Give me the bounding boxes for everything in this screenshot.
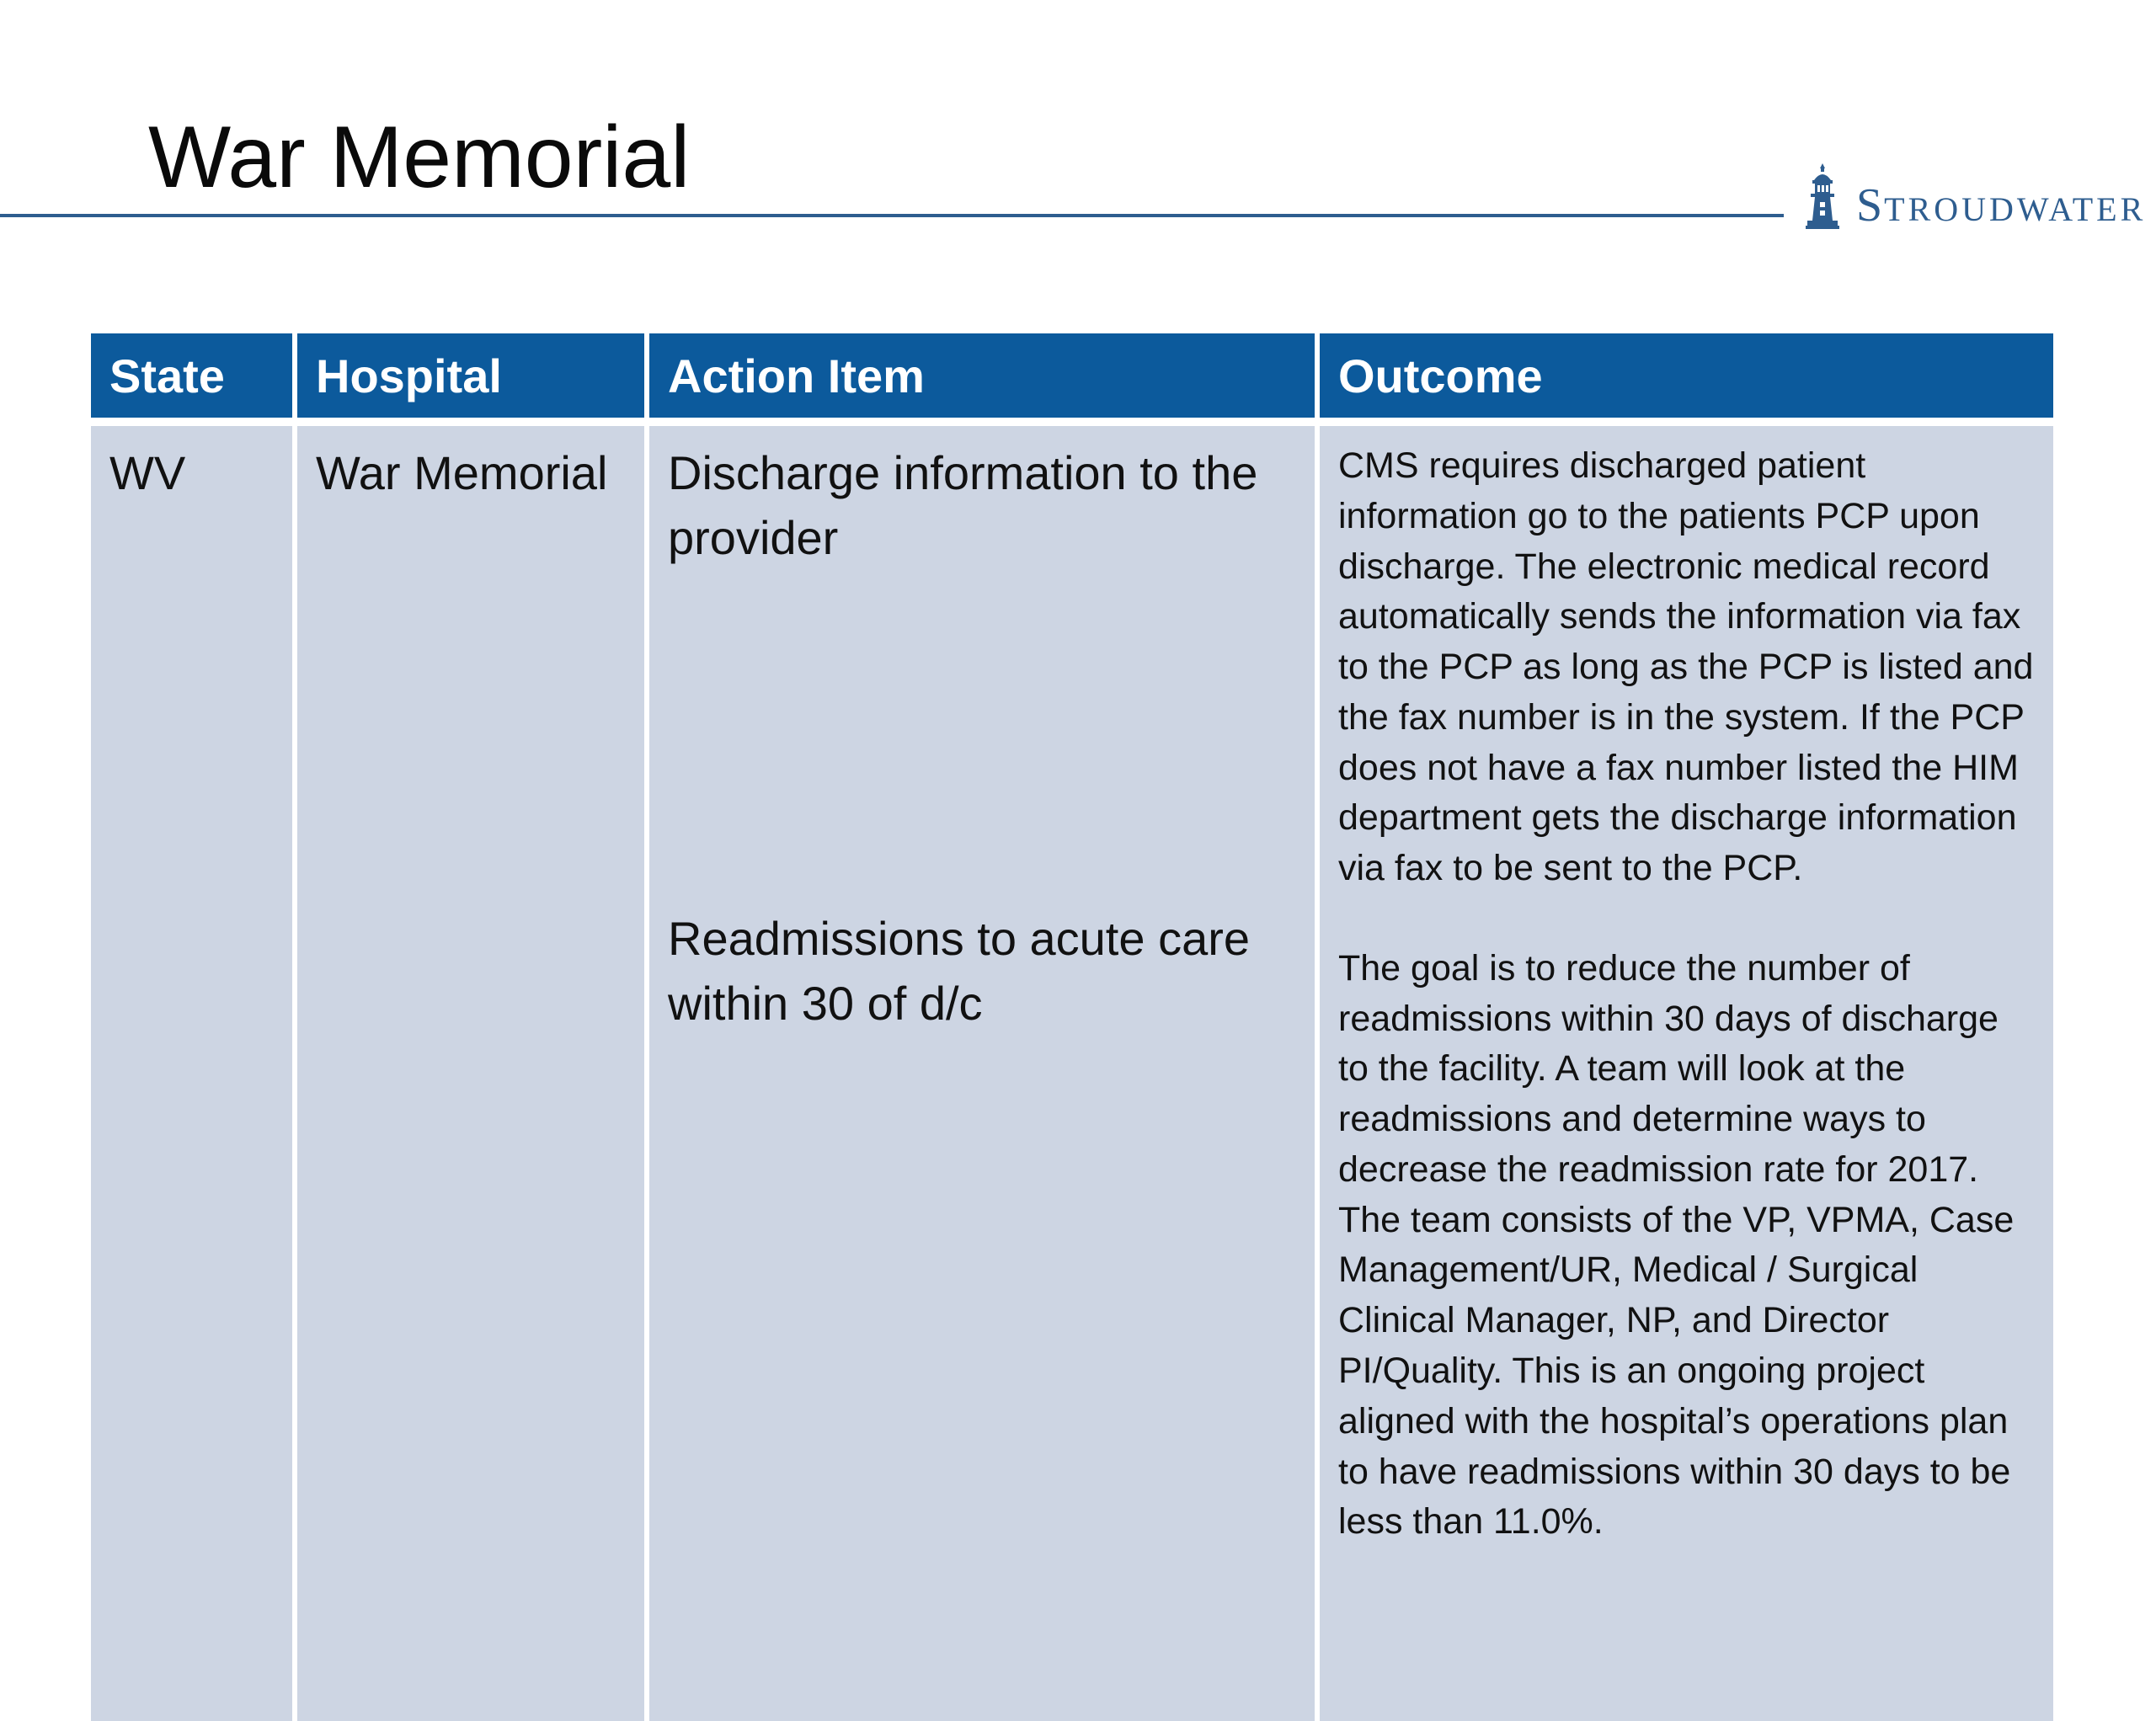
stroudwater-logo [1804,162,2146,231]
header-outcome: Outcome [1317,333,2053,422]
header-action-item: Action Item [647,333,1317,422]
cell-action-items [647,422,1317,1721]
table-row [91,422,2053,1721]
title-divider [0,214,1784,217]
table-header-row [91,333,2053,422]
action-items-table [91,333,2053,1721]
header-state: State [91,333,295,422]
action-item-discharge: Discharge information to the provider [668,446,1258,564]
slide-title: War Memorial [148,109,691,206]
outcome-discharge: CMS requires discharged patient information go to the patients PCP upon discharge. The electronic medical record automatically sends the information via fax to the PCP as long as the PCP is listed and the fax number is in the system. If the PCP does not have a fax number listed the HIM department gets the discharge information via fax to be sent to the PCP. [1338,445,2034,889]
cell-outcomes [1317,422,2053,1721]
cell-hospital: War Memorial [295,422,647,1721]
header-hospital: Hospital [295,333,647,422]
outcome-readmissions: The goal is to reduce the number of readmissions within 30 days of discharge to the facility. A team will look at the readmissions and determine ways to decrease the readmission rate for 2017. The team consists of the VP, VPMA, Case Management/UR, Medical / Surgical Clinical Manager, NP, and Director PI/Quality. This is an ongoing project aligned with the hospital’s operations plan to have readmissions within 30 days to be less than 11.0%. [1338,947,2015,1543]
lighthouse-icon [1804,162,1841,231]
cell-state: WV [91,422,295,1721]
logo-wordmark: STROUDWATER [1856,179,2147,232]
action-item-readmissions: Readmissions to acute care within 30 of d/c [668,912,1251,1031]
